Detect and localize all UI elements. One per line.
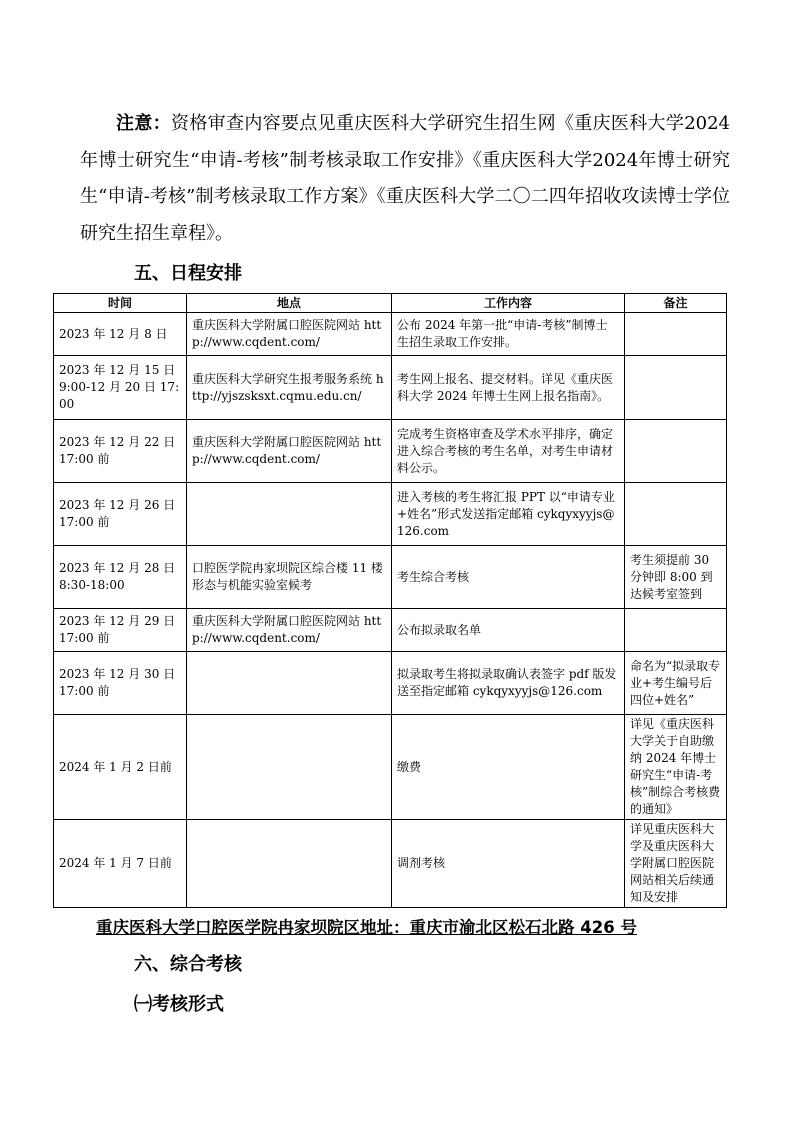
cell-place: 重庆医科大学研究生报考服务系统 http://yjszsksxt.cqmu.edu.cn/ <box>187 356 392 420</box>
cell-note <box>625 356 727 420</box>
cell-time: 2023 年 12 月 15 日 9:00-12 月 20 日 17:00 <box>54 356 187 420</box>
cell-place <box>187 652 392 715</box>
cell-place: 重庆医科大学附属口腔医院网站 http://www.cqdent.com/ <box>187 609 392 652</box>
cell-note <box>625 313 727 356</box>
cell-work: 考生网上报名、提交材料。详见《重庆医科大学 2024 年博士生网上报名指南》。 <box>392 356 625 420</box>
note-paragraph <box>80 106 730 252</box>
table-row <box>54 420 727 483</box>
header-work: 工作内容 <box>392 294 625 313</box>
cell-time: 2023 年 12 月 22 日 17:00 前 <box>54 420 187 483</box>
table-row <box>54 715 727 820</box>
cell-work: 公布 2024 年第一批“申请-考核”制博士生招生录取工作安排。 <box>392 313 625 356</box>
cell-time: 2023 年 12 月 28 日 8:30-18:00 <box>54 546 187 609</box>
cell-place <box>187 820 392 908</box>
cell-note <box>625 420 727 483</box>
header-place: 地点 <box>187 294 392 313</box>
campus-address: 重庆医科大学口腔医学院冉家坝院区地址：重庆市渝北区松石北路 426 号 <box>96 918 637 937</box>
cell-place: 重庆医科大学附属口腔医院网站 http://www.cqdent.com/ <box>187 420 392 483</box>
section-6-1-heading: ㈠考核形式 <box>134 994 224 1015</box>
cell-time: 2024 年 1 月 2 日前 <box>54 715 187 820</box>
table-row <box>54 483 727 546</box>
cell-work: 调剂考核 <box>392 820 625 908</box>
cell-note: 考生须提前 30 分钟即 8:00 到达候考室签到 <box>625 546 727 609</box>
cell-note <box>625 609 727 652</box>
note-label: 注意： <box>116 113 171 134</box>
section-5-heading: 五、日程安排 <box>134 263 242 284</box>
note-text: 资格审查内容要点见重庆医科大学研究生招生网《重庆医科大学2024年博士研究生“申请-考核”制考核录取工作安排》《重庆医科大学2024年博士研究生“申请-考核”制考核录取工作方案》《重庆医科大学二〇二四年招收攻读博士学位研究生招生章程》。 <box>80 113 731 244</box>
cell-time: 2023 年 12 月 30 日 17:00 前 <box>54 652 187 715</box>
cell-time: 2024 年 1 月 7 日前 <box>54 820 187 908</box>
cell-place <box>187 715 392 820</box>
cell-place: 重庆医科大学附属口腔医院网站 http://www.cqdent.com/ <box>187 313 392 356</box>
cell-place <box>187 483 392 546</box>
cell-work: 考生综合考核 <box>392 546 625 609</box>
cell-time: 2023 年 12 月 8 日 <box>54 313 187 356</box>
cell-note: 详见重庆医科大学及重庆医科大学附属口腔医院网站相关后续通知及安排 <box>625 820 727 908</box>
cell-work: 拟录取考生将拟录取确认表签字 pdf 版发送至指定邮箱 cykqyxyyjs@126.com <box>392 652 625 715</box>
schedule-table <box>53 293 727 908</box>
cell-work: 完成考生资格审查及学术水平排序，确定进入综合考核的考生名单，对考生申请材料公示。 <box>392 420 625 483</box>
cell-time: 2023 年 12 月 26 日 17:00 前 <box>54 483 187 546</box>
cell-note <box>625 483 727 546</box>
table-row <box>54 546 727 609</box>
table-row <box>54 609 727 652</box>
table-row <box>54 820 727 908</box>
table-row <box>54 313 727 356</box>
table-row <box>54 356 727 420</box>
header-time: 时间 <box>54 294 187 313</box>
cell-time: 2023 年 12 月 29 日 17:00 前 <box>54 609 187 652</box>
cell-note: 命名为“拟录取专业+考生编号后四位+姓名” <box>625 652 727 715</box>
cell-work: 进入考核的考生将汇报 PPT 以“申请专业+姓名”形式发送指定邮箱 cykqyxyyjs@126.com <box>392 483 625 546</box>
cell-place: 口腔医学院冉家坝院区综合楼 11 楼形态与机能实验室候考 <box>187 546 392 609</box>
table-row <box>54 652 727 715</box>
table-header-row <box>54 294 727 313</box>
cell-note: 详见《重庆医科大学关于自助缴纳 2024 年博士研究生“申请-考核”制综合考核费的通知》 <box>625 715 727 820</box>
section-6-heading: 六、综合考核 <box>134 954 242 975</box>
header-note: 备注 <box>625 294 727 313</box>
cell-work: 缴费 <box>392 715 625 820</box>
cell-work: 公布拟录取名单 <box>392 609 625 652</box>
